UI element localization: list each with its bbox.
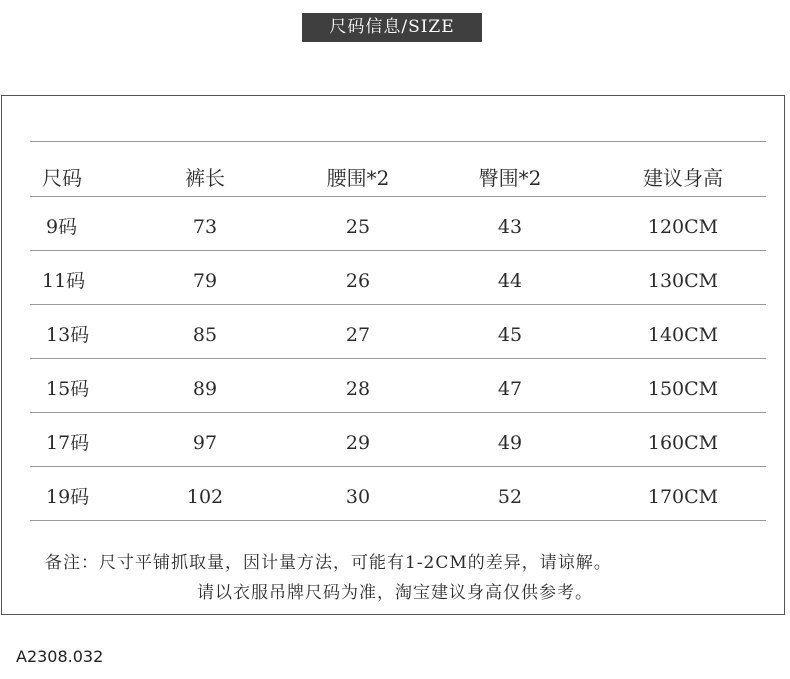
table-cell: 160CM: [647, 432, 719, 454]
table-divider: [30, 141, 766, 142]
table-cell: 120CM: [647, 216, 719, 238]
table-cell: 13码: [46, 324, 90, 346]
table-cell: 150CM: [647, 378, 719, 400]
table-divider: [30, 466, 766, 467]
table-divider: [30, 412, 766, 413]
table-cell: 45: [497, 324, 523, 346]
table-cell: 97: [192, 432, 218, 454]
table-cell: 130CM: [647, 270, 719, 292]
table-cell: 26: [345, 270, 371, 292]
table-cell: 30: [345, 486, 371, 508]
table-header-cell: 建议身高: [643, 166, 723, 190]
table-cell: 9码: [46, 216, 78, 238]
table-cell: 79: [192, 270, 218, 292]
table-cell: 11码: [42, 270, 86, 292]
table-header-cell: 裤长: [185, 166, 225, 190]
table-cell: 52: [497, 486, 523, 508]
product-code: A2308.032: [16, 647, 104, 666]
table-cell: 85: [192, 324, 218, 346]
table-cell: 102: [186, 486, 224, 508]
note-line-2: 请以衣服吊牌尺码为准，淘宝建议身高仅供参考。: [197, 583, 593, 603]
table-cell: 25: [345, 216, 371, 238]
table-divider: [30, 520, 766, 521]
table-cell: 29: [345, 432, 371, 454]
table-cell: 27: [345, 324, 371, 346]
size-info-title: 尺码信息/SIZE: [302, 13, 482, 42]
table-divider: [30, 358, 766, 359]
table-divider: [30, 250, 766, 251]
table-cell: 44: [497, 270, 523, 292]
table-header-cell: 尺码: [42, 166, 82, 190]
table-cell: 43: [497, 216, 523, 238]
table-header-cell: 腰围*2: [326, 166, 390, 190]
table-cell: 28: [345, 378, 371, 400]
table-cell: 19码: [46, 486, 90, 508]
table-divider: [30, 304, 766, 305]
table-cell: 170CM: [647, 486, 719, 508]
table-cell: 140CM: [647, 324, 719, 346]
table-divider: [30, 196, 766, 197]
note-line-1: 备注：尺寸平铺抓取量，因计量方法，可能有1-2CM的差异，请谅解。: [45, 553, 612, 573]
table-header-cell: 臀围*2: [478, 166, 542, 190]
table-cell: 89: [192, 378, 218, 400]
table-cell: 15码: [46, 378, 90, 400]
table-cell: 49: [497, 432, 523, 454]
table-cell: 17码: [46, 432, 90, 454]
table-cell: 47: [497, 378, 523, 400]
table-cell: 73: [192, 216, 218, 238]
